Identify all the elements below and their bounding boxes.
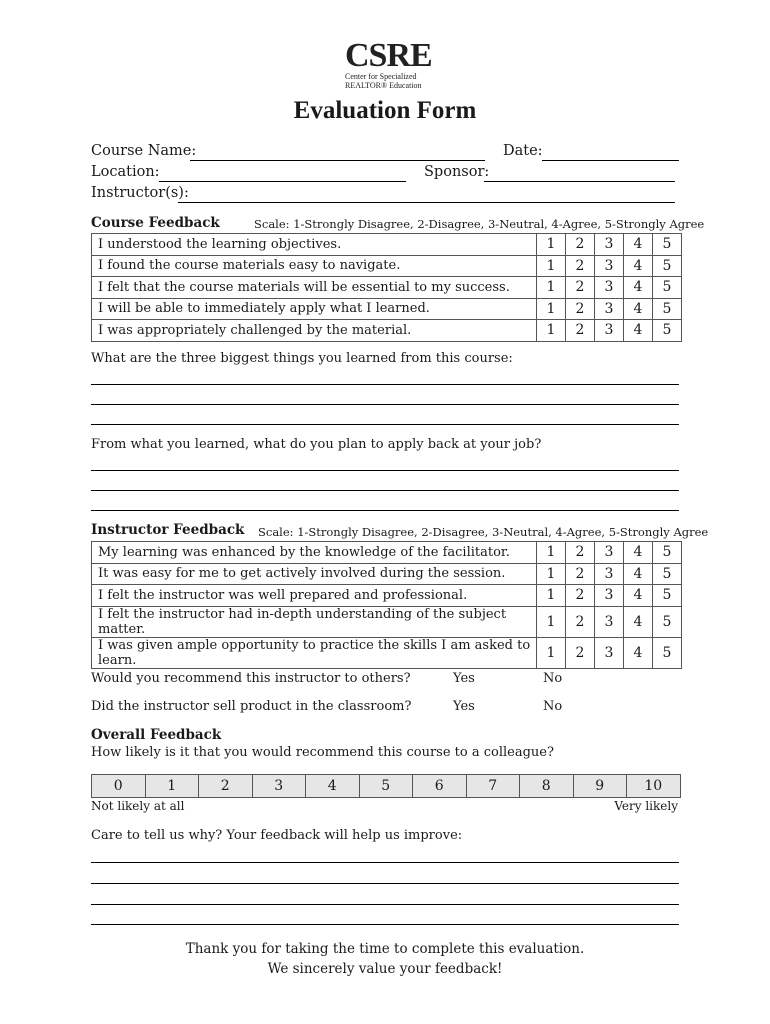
rating-option-3[interactable]: 3 [595, 320, 624, 342]
rating-option-4[interactable]: 4 [624, 585, 653, 607]
rating-option-2[interactable]: 2 [566, 298, 595, 320]
likelihood-option[interactable]: 1 [145, 775, 199, 798]
rating-option-5[interactable]: 5 [653, 637, 682, 668]
rating-option-1[interactable]: 1 [537, 542, 566, 564]
rating-option-3[interactable]: 3 [595, 585, 624, 607]
likelihood-option[interactable]: 6 [413, 775, 467, 798]
sponsor-label: Sponsor: [424, 164, 490, 180]
rating-option-3[interactable]: 3 [595, 606, 624, 637]
logo-line-2: REALTOR® Education [345, 81, 422, 90]
rating-option-1[interactable]: 1 [537, 606, 566, 637]
instructors-label: Instructor(s): [91, 185, 189, 201]
rating-option-2[interactable]: 2 [566, 234, 595, 256]
rating-option-4[interactable]: 4 [624, 277, 653, 299]
rating-option-4[interactable]: 4 [624, 234, 653, 256]
recommend-instructor-question: Would you recommend this instructor to others? [91, 671, 411, 686]
location-field[interactable] [159, 181, 406, 182]
apply-answer-line[interactable] [91, 470, 679, 471]
rating-option-4[interactable]: 4 [624, 637, 653, 668]
rating-row [92, 585, 682, 607]
rating-option-2[interactable]: 2 [566, 637, 595, 668]
overall-feedback-heading: Overall Feedback [91, 727, 222, 743]
rating-option-5[interactable]: 5 [653, 277, 682, 299]
sponsor-field[interactable] [484, 181, 675, 182]
rating-row [92, 637, 682, 668]
statement-text: I understood the learning objectives. [92, 234, 537, 256]
csre-logo [345, 37, 435, 90]
rating-option-5[interactable]: 5 [653, 563, 682, 585]
recommend-course-question: How likely is it that you would recommend this course to a colleague? [91, 745, 554, 760]
rating-option-5[interactable]: 5 [653, 320, 682, 342]
sell-product-question: Did the instructor sell product in the classroom? [91, 699, 412, 714]
sell-no-option[interactable]: No [543, 699, 563, 714]
rating-row [92, 277, 682, 299]
rating-option-2[interactable]: 2 [566, 585, 595, 607]
statement-text: My learning was enhanced by the knowledge of the facilitator. [92, 542, 537, 564]
instructor-feedback-heading: Instructor Feedback [91, 522, 245, 538]
rating-option-3[interactable]: 3 [595, 234, 624, 256]
sell-yes-option[interactable]: Yes [453, 699, 475, 714]
rating-option-5[interactable]: 5 [653, 606, 682, 637]
recommend-yes-option[interactable]: Yes [453, 671, 475, 686]
rating-option-5[interactable]: 5 [653, 298, 682, 320]
likelihood-option[interactable]: 5 [359, 775, 413, 798]
rating-option-1[interactable]: 1 [537, 277, 566, 299]
rating-option-1[interactable]: 1 [537, 255, 566, 277]
rating-option-1[interactable]: 1 [537, 298, 566, 320]
likelihood-option[interactable]: 8 [520, 775, 574, 798]
learned-answer-line[interactable] [91, 404, 679, 405]
statement-text: I found the course materials easy to navigate. [92, 255, 537, 277]
value-feedback-line: We sincerely value your feedback! [267, 961, 503, 977]
likelihood-option[interactable]: 10 [627, 775, 681, 798]
statement-text: It was easy for me to get actively involved during the session. [92, 563, 537, 585]
rating-option-3[interactable]: 3 [595, 542, 624, 564]
learned-answer-line[interactable] [91, 384, 679, 385]
scale-low-label: Not likely at all [91, 799, 185, 813]
scale-high-label: Very likely [614, 799, 678, 813]
apply-answer-line[interactable] [91, 490, 679, 491]
why-answer-line[interactable] [91, 904, 679, 905]
rating-row [92, 298, 682, 320]
learned-question: What are the three biggest things you learned from this course: [91, 351, 513, 366]
instructor-feedback-scale: Scale: 1-Strongly Disagree, 2-Disagree, 3-Neutral, 4-Agree, 5-Strongly Agree [258, 525, 709, 539]
rating-row [92, 542, 682, 564]
rating-option-3[interactable]: 3 [595, 277, 624, 299]
statement-text: I felt the instructor had in-depth understanding of the subject matter. [92, 606, 537, 637]
rating-option-4[interactable]: 4 [624, 320, 653, 342]
rating-option-4[interactable]: 4 [624, 298, 653, 320]
why-answer-line[interactable] [91, 862, 679, 863]
date-label: Date: [503, 143, 543, 159]
likelihood-option[interactable]: 7 [466, 775, 520, 798]
rating-option-2[interactable]: 2 [566, 606, 595, 637]
recommend-no-option[interactable]: No [543, 671, 563, 686]
course-feedback-scale: Scale: 1-Strongly Disagree, 2-Disagree, 3-Neutral, 4-Agree, 5-Strongly Agree [254, 217, 705, 231]
rating-option-1[interactable]: 1 [537, 320, 566, 342]
instructors-field[interactable] [178, 202, 675, 203]
rating-option-1[interactable]: 1 [537, 234, 566, 256]
rating-row [92, 234, 682, 256]
rating-option-3[interactable]: 3 [595, 563, 624, 585]
rating-option-2[interactable]: 2 [566, 277, 595, 299]
rating-option-1[interactable]: 1 [537, 563, 566, 585]
why-answer-line[interactable] [91, 883, 679, 884]
rating-row [92, 606, 682, 637]
apply-answer-line[interactable] [91, 510, 679, 511]
likelihood-option[interactable]: 0 [92, 775, 146, 798]
course-feedback-heading: Course Feedback [91, 215, 220, 231]
rating-option-4[interactable]: 4 [624, 563, 653, 585]
rating-option-5[interactable]: 5 [653, 585, 682, 607]
learned-answer-line[interactable] [91, 424, 679, 425]
statement-text: I will be able to immediately apply what I learned. [92, 298, 537, 320]
thank-you-line: Thank you for taking the time to complete this evaluation. [185, 941, 585, 957]
rating-option-1[interactable]: 1 [537, 585, 566, 607]
rating-option-3[interactable]: 3 [595, 637, 624, 668]
likelihood-option[interactable]: 9 [573, 775, 627, 798]
rating-row [92, 255, 682, 277]
rating-option-5[interactable]: 5 [653, 255, 682, 277]
statement-text: I was given ample opportunity to practice the skills I am asked to learn. [92, 637, 537, 668]
likelihood-option[interactable]: 4 [306, 775, 360, 798]
rating-row [92, 563, 682, 585]
rating-option-2[interactable]: 2 [566, 320, 595, 342]
rating-row [92, 320, 682, 342]
rating-option-2[interactable]: 2 [566, 255, 595, 277]
rating-option-2[interactable]: 2 [566, 542, 595, 564]
likelihood-option[interactable]: 3 [252, 775, 306, 798]
page-title: Evaluation Form [293, 97, 477, 124]
likelihood-scale [91, 774, 681, 798]
location-label: Location: [91, 164, 160, 180]
statement-text: I felt that the course materials will be essential to my success. [92, 277, 537, 299]
instructor-feedback-table [91, 541, 682, 669]
course-name-label: Course Name: [91, 143, 197, 159]
why-question: Care to tell us why? Your feedback will help us improve: [91, 828, 463, 843]
logo-wordmark: CSRE [345, 37, 432, 74]
rating-option-3[interactable]: 3 [595, 255, 624, 277]
rating-option-2[interactable]: 2 [566, 563, 595, 585]
rating-option-4[interactable]: 4 [624, 255, 653, 277]
statement-text: I felt the instructor was well prepared and professional. [92, 585, 537, 607]
rating-option-5[interactable]: 5 [653, 542, 682, 564]
apply-question: From what you learned, what do you plan to apply back at your job? [91, 437, 542, 452]
rating-option-4[interactable]: 4 [624, 542, 653, 564]
rating-option-5[interactable]: 5 [653, 234, 682, 256]
date-field[interactable] [542, 160, 679, 161]
course-name-field[interactable] [190, 160, 485, 161]
statement-text: I was appropriately challenged by the material. [92, 320, 537, 342]
course-feedback-table [91, 233, 682, 342]
why-answer-line[interactable] [91, 924, 679, 925]
rating-option-4[interactable]: 4 [624, 606, 653, 637]
rating-option-1[interactable]: 1 [537, 637, 566, 668]
logo-line-1: Center for Specialized [345, 72, 417, 81]
likelihood-option[interactable]: 2 [199, 775, 253, 798]
rating-option-3[interactable]: 3 [595, 298, 624, 320]
